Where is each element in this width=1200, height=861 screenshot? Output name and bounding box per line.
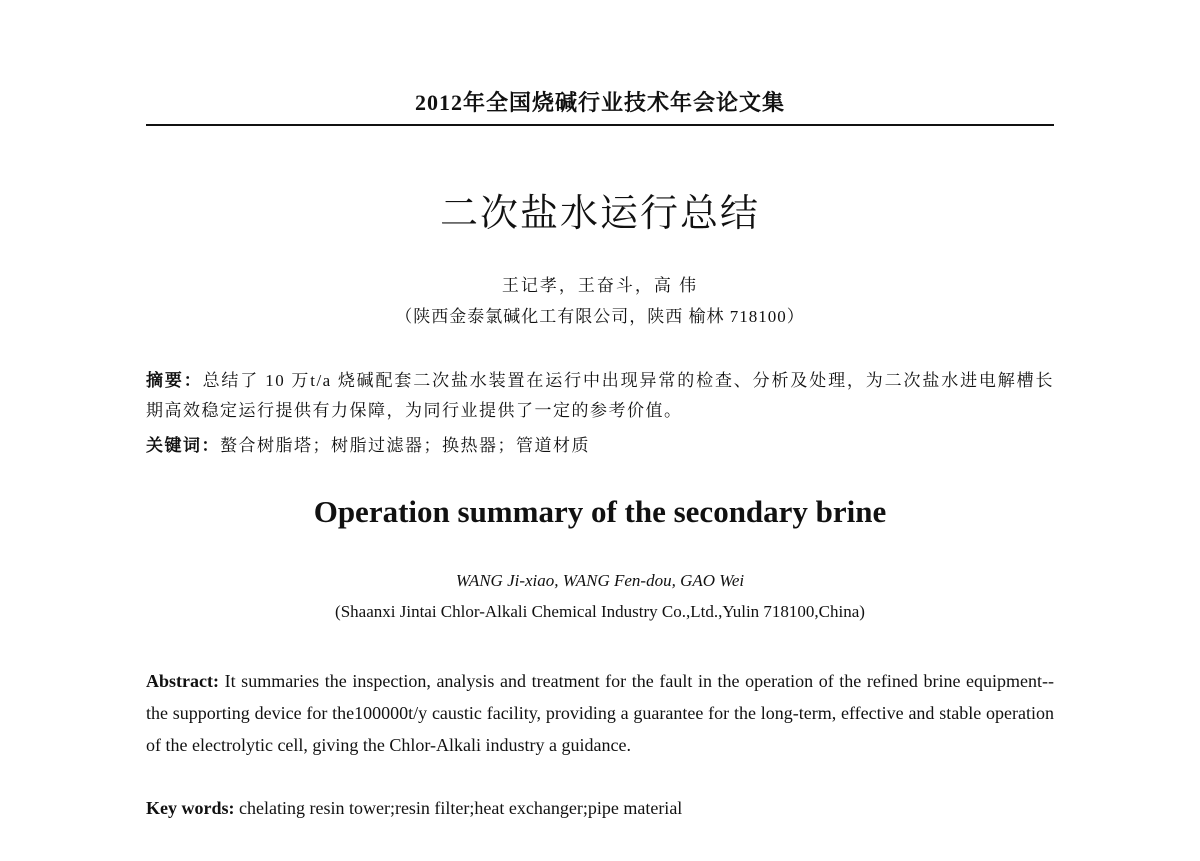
chinese-keywords-label: 关键词：: [146, 436, 220, 456]
english-abstract-text: It summaries the inspection, analysis and treatment for the fault in the operation of the refined brine equipment--the supporting device for the100000t/y caustic facility, providing a guarantee for the long-term, effective and stable operation of the electrolytic cell, giving the Chlor-Alkali industry a guidance.: [146, 671, 1054, 755]
english-authors: WANG Ji-xiao, WANG Fen-dou, GAO Wei: [455, 571, 745, 590]
chinese-keywords: [146, 431, 1054, 461]
english-keywords-label: Key words:: [146, 798, 235, 818]
chinese-authors: 王记孝，王奋斗，高 伟: [501, 276, 699, 295]
chinese-title: 二次盐水运行总结: [439, 191, 760, 235]
running-header: 2012年全国烧碱行业技术年会论文集: [414, 90, 785, 115]
english-keywords: [146, 793, 1054, 823]
chinese-abstract-text: 总结了 10 万t/a 烧碱配套二次盐水装置在运行中出现异常的检查、分析及处理，为二次盐水进电解槽长期高效稳定运行提供有力保障，为同行业提供了一定的参考价值。: [146, 371, 1054, 420]
english-abstract: [146, 665, 1054, 761]
english-abstract-label: Abstract:: [146, 671, 219, 691]
english-affiliation: (Shaanxi Jintai Chlor-Alkali Chemical Industry Co.,Ltd.,Yulin 718100,China): [335, 602, 865, 621]
english-title: Operation summary of the secondary brine: [313, 494, 887, 529]
header-rule: [146, 124, 1054, 126]
chinese-affiliation: （陕西金泰氯碱化工有限公司，陕西 榆林 718100）: [395, 307, 805, 326]
english-keywords-text: chelating resin tower;resin filter;heat exchanger;pipe material: [239, 798, 683, 818]
chinese-keywords-text: 螯合树脂塔；树脂过滤器；换热器；管道材质: [220, 436, 590, 455]
chinese-abstract: [146, 366, 1054, 425]
chinese-abstract-label: 摘要：: [146, 371, 203, 391]
